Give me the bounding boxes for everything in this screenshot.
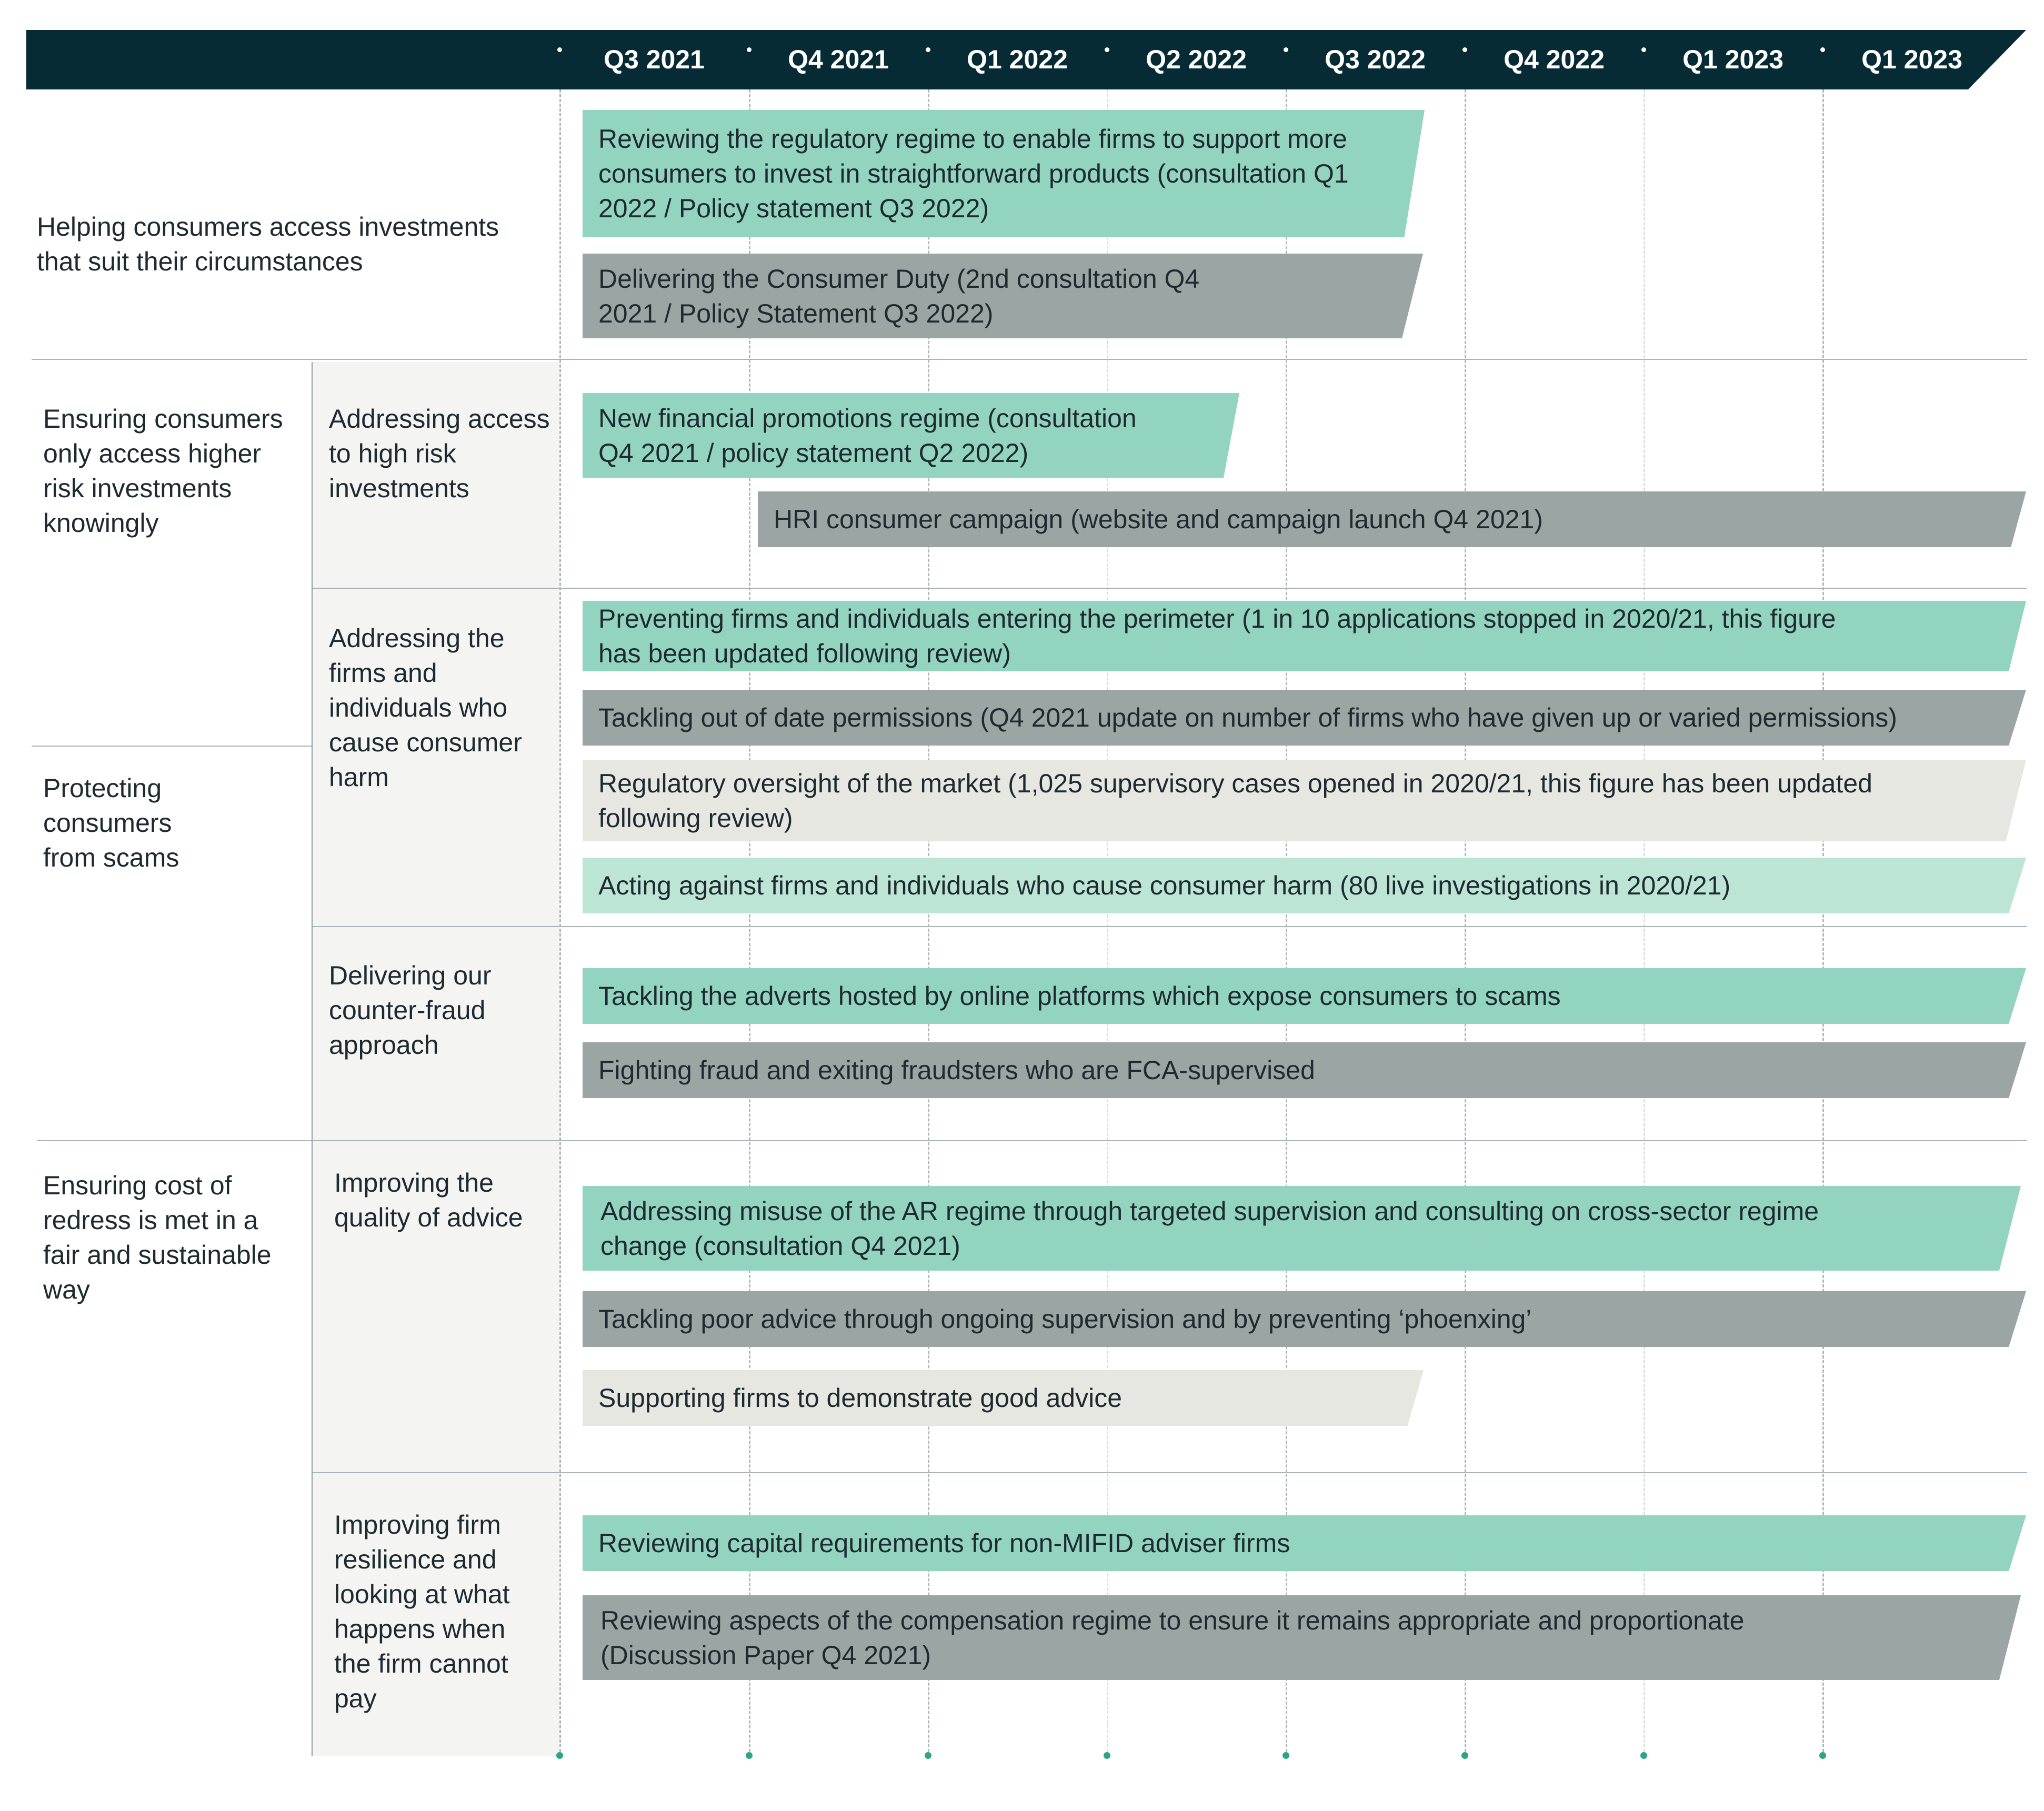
row-divider bbox=[312, 1472, 2027, 1473]
gridline-end-dot bbox=[1461, 1752, 1468, 1759]
activity-bar-label: Fighting fraud and exiting fraudsters who are FCA-supervised bbox=[598, 1055, 1315, 1085]
quarter-marker bbox=[747, 47, 752, 52]
row-label-helping: Helping consumers access investments that suit their circumstances bbox=[37, 212, 499, 276]
activity-bar bbox=[583, 393, 1239, 478]
activity-bar-label: HRI consumer campaign (website and campaign launch Q4 2021) bbox=[774, 505, 1543, 534]
quarter-label: Q2 2022 bbox=[1146, 45, 1247, 74]
activity-bar-label: Tackling out of date permissions (Q4 2021 update on number of firms who have given up or varied permissions) bbox=[598, 703, 1897, 732]
gridline-end-dot bbox=[1819, 1752, 1826, 1759]
activity-bar bbox=[583, 1291, 2026, 1347]
quarter-gridline bbox=[1644, 89, 1645, 1752]
quarter-label: Q4 2021 bbox=[788, 45, 889, 74]
activity-bar bbox=[758, 491, 2026, 547]
activity-bar bbox=[583, 690, 2026, 746]
row-label-higher-risk: Ensuring consumers only access higher risk investments knowingly bbox=[43, 404, 283, 538]
row-divider bbox=[37, 1140, 2027, 1141]
quarter-label: Q1 2022 bbox=[967, 45, 1068, 74]
quarter-marker bbox=[926, 47, 930, 52]
activity-bar bbox=[583, 760, 2026, 841]
activity-bar bbox=[583, 1370, 1424, 1426]
row-divider bbox=[32, 746, 312, 747]
activity-bar bbox=[583, 1042, 2026, 1098]
activity-bar bbox=[583, 858, 2026, 913]
quarter-marker bbox=[1105, 47, 1109, 52]
quarter-label: Q4 2022 bbox=[1504, 45, 1605, 74]
activity-bar bbox=[583, 1186, 2021, 1271]
activity-bar bbox=[583, 110, 1425, 237]
quarter-gridline bbox=[1822, 89, 1824, 1752]
activity-bar bbox=[583, 254, 1423, 338]
row-label-redress: Ensuring cost of redress is met in a fair and sustainable way bbox=[43, 1171, 272, 1304]
quarter-gridline bbox=[749, 89, 750, 1752]
activity-bar-label: New financial promotions regime (consultation Q4 2021 / policy statement Q2 2022) bbox=[598, 403, 1137, 468]
activity-bar-label: Reviewing capital requirements for non-MIFID adviser firms bbox=[598, 1528, 1290, 1558]
quarter-marker bbox=[557, 47, 562, 52]
gridline-end-dot bbox=[1104, 1752, 1110, 1759]
row-divider bbox=[32, 359, 2027, 360]
quarter-label: Q3 2022 bbox=[1325, 45, 1426, 74]
quarter-gridline bbox=[1465, 89, 1466, 1752]
subrow-label-high-risk: Addressing access to high risk investments bbox=[329, 404, 550, 503]
quarter-label: Q1 2023 bbox=[1682, 45, 1784, 74]
activity-bar bbox=[583, 601, 2026, 671]
gridline-end-dot bbox=[556, 1752, 563, 1759]
activity-bar-label: Acting against firms and individuals who cause consumer harm (80 live investigations in 2020/21) bbox=[598, 871, 1731, 900]
activity-bar-label: Regulatory oversight of the market (1,025 supervisory cases opened in 2020/21, this figure has been updated following review) bbox=[598, 768, 1872, 833]
gridline-end-dot bbox=[925, 1752, 931, 1759]
quarter-label: Q3 2021 bbox=[604, 45, 705, 74]
subrow-label-counter-fraud: Delivering our counter-fraud approach bbox=[329, 961, 492, 1060]
row-label-scams: Protecting consumers from scams bbox=[43, 773, 179, 872]
subrow-label-firm-resilience: Improving firm resilience and looking at what happens when the firm cannot pay bbox=[334, 1510, 510, 1713]
quarter-gridline bbox=[559, 89, 561, 1752]
activity-bar-label: Reviewing the regulatory regime to enable firms to support more consumers to invest in straightforward products (consultation Q1 2022 / Policy statement Q3 2022) bbox=[598, 124, 1349, 223]
activity-bar bbox=[583, 1515, 2026, 1571]
activity-bar-label: Delivering the Consumer Duty (2nd consultation Q4 2021 / Policy Statement Q3 2022) bbox=[598, 264, 1200, 328]
quarter-marker bbox=[1820, 47, 1825, 52]
activity-bar-label: Tackling poor advice through ongoing supervision and by preventing ‘phoenxing’ bbox=[598, 1304, 1532, 1334]
gridline-end-dot bbox=[1640, 1752, 1647, 1759]
row-divider bbox=[312, 588, 2027, 589]
activity-bar bbox=[583, 968, 2026, 1024]
quarter-marker bbox=[1284, 47, 1288, 52]
activity-bar-label: Supporting firms to demonstrate good advice bbox=[598, 1383, 1122, 1413]
quarter-gridline bbox=[928, 89, 929, 1752]
quarter-gridline bbox=[1286, 89, 1287, 1752]
subrow-label-firms-individuals: Addressing the firms and individuals who cause consumer harm bbox=[329, 623, 522, 792]
activity-bar bbox=[583, 1595, 2021, 1680]
activity-bar-label: Tackling the adverts hosted by online platforms which expose consumers to scams bbox=[598, 981, 1561, 1011]
activity-bar-label: Preventing firms and individuals entering the perimeter (1 in 10 applications stopped in 2020/21, this figure has been updated following review) bbox=[598, 604, 1836, 668]
quarter-marker bbox=[1462, 47, 1467, 52]
gridline-end-dot bbox=[1282, 1752, 1289, 1759]
quarter-gridline bbox=[1107, 89, 1108, 1752]
quarter-label: Q1 2023 bbox=[1861, 45, 1962, 74]
column-divider bbox=[312, 362, 313, 1756]
activity-bar-label: Addressing misuse of the AR regime through targeted supervision and consulting on cross-sector regime change (consultation Q4 2021) bbox=[600, 1196, 1819, 1261]
gridline-end-dot bbox=[746, 1752, 753, 1759]
subrow-label-quality-advice: Improving the quality of advice bbox=[334, 1168, 523, 1232]
activity-bar-label: Reviewing aspects of the compensation regime to ensure it remains appropriate and proportionate (Discussion Paper Q4 2021) bbox=[600, 1605, 1745, 1670]
row-divider bbox=[312, 926, 2027, 927]
quarter-marker bbox=[1641, 47, 1646, 52]
